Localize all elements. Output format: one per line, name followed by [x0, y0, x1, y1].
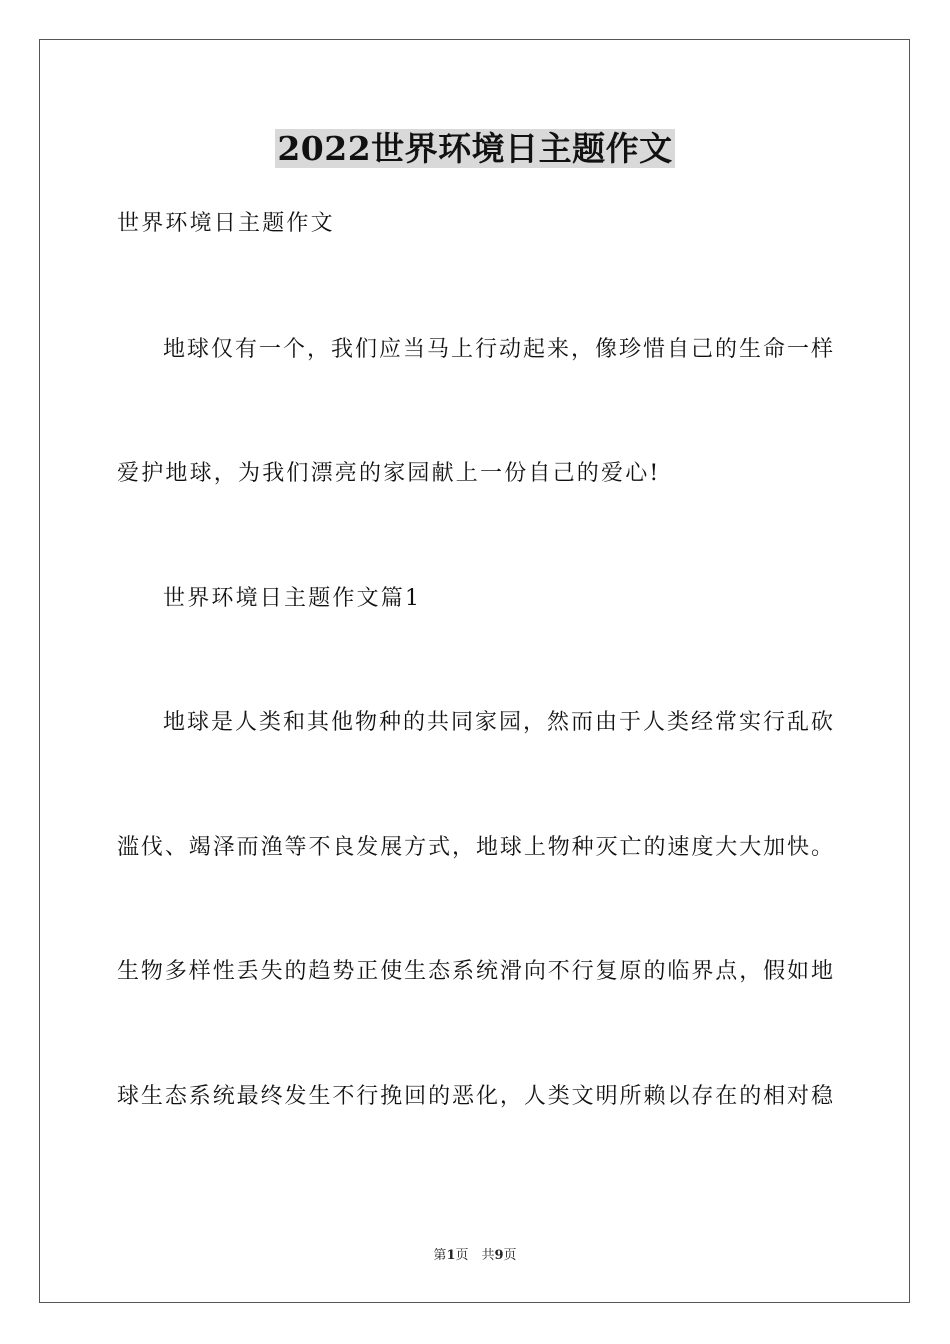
footer-prefix: 第 — [433, 1248, 447, 1263]
paragraph-line-6: 球生态系统最终发生不行挽回的恶化，人类文明所赖以存在的相对稳 — [117, 1084, 833, 1109]
document-title — [0, 126, 950, 172]
section-heading: 世界环境日主题作文篇1 — [163, 586, 422, 611]
document-subtitle: 世界环境日主题作文 — [117, 211, 335, 236]
footer-total-pages: 9 — [494, 1248, 504, 1263]
document-title-text: 2022世界环境日主题作文 — [277, 129, 673, 168]
footer-suffix: 页 — [503, 1248, 517, 1263]
paragraph-line-2: 爱护地球，为我们漂亮的家园献上一份自己的爱心! — [117, 461, 661, 486]
paragraph-line-5: 生物多样性丢失的趋势正使生态系统滑向不行复原的临界点，假如地 — [117, 959, 833, 984]
footer-current-page: 1 — [446, 1248, 456, 1263]
page-footer — [0, 1247, 950, 1265]
paragraph-line-1: 地球仅有一个，我们应当马上行动起来，像珍惜自己的生命一样 — [163, 337, 833, 362]
footer-mid: 页 共 — [455, 1248, 495, 1263]
paragraph-line-4: 滥伐、竭泽而渔等不良发展方式，地球上物种灭亡的速度大大加快。 — [117, 835, 833, 860]
paragraph-line-3: 地球是人类和其他物种的共同家园，然而由于人类经常实行乱砍 — [163, 710, 833, 735]
